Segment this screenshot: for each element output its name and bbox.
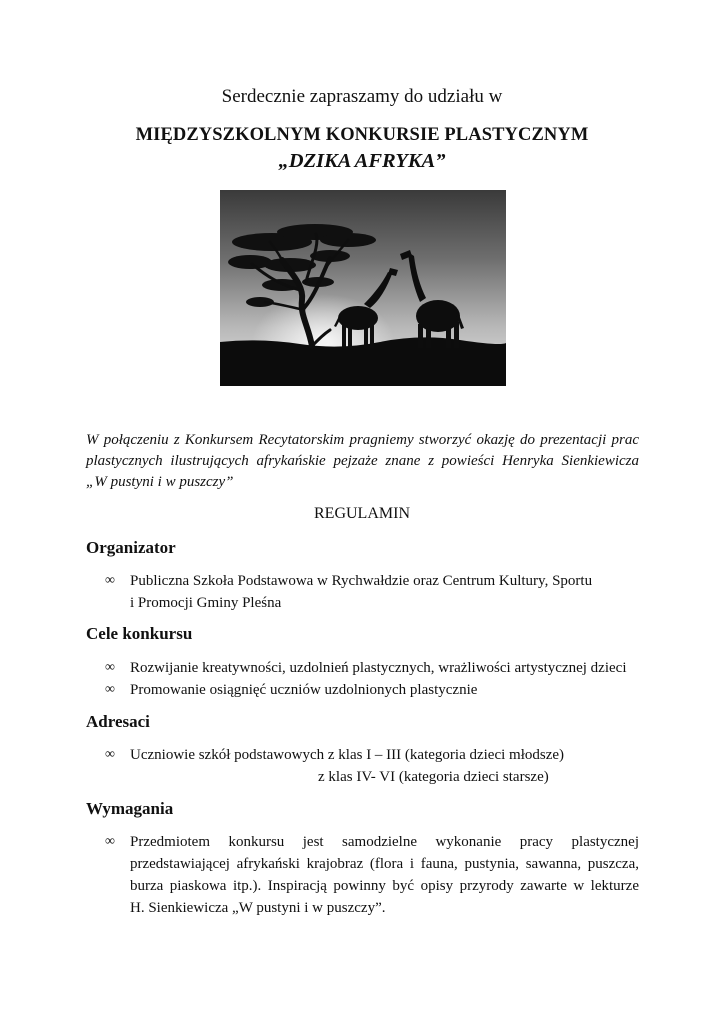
list-item	[105, 570, 639, 614]
infinity-bullet-icon: ∞	[105, 573, 115, 588]
intro-line: „W pustyni i w puszczy”	[86, 474, 234, 490]
section-heading-organizator: Organizator	[86, 538, 176, 557]
section-heading-wymagania: Wymagania	[86, 799, 174, 818]
intro-line: W połączeniu z Konkursem Recytatorskim pragniemy stworzyć okazję do prezentacji prac	[86, 432, 639, 448]
wymagania-list	[105, 831, 639, 919]
list-item-text: Rozwijanie kreatywności, uzdolnień plastycznych, wrażliwości artystycznej dzieci	[130, 660, 627, 676]
list-item	[105, 657, 639, 679]
adresaci-list	[105, 744, 639, 788]
competition-title: MIĘDZYSZKOLNYM KONKURSIE PLASTYCZNYM	[135, 125, 589, 145]
infinity-bullet-icon: ∞	[105, 682, 115, 697]
list-item-text: z klas IV- VI (kategoria dzieci starsze)	[318, 769, 549, 785]
section-heading-adresaci: Adresaci	[86, 712, 150, 731]
list-item	[105, 679, 639, 701]
list-item	[105, 744, 639, 788]
list-item-text: H. Sienkiewicza „W pustyni i w puszczy”.	[130, 900, 386, 916]
list-item-text: Promowanie osiągnięć uczniów uzdolnionych plastycznie	[130, 682, 478, 698]
savanna-giraffes-photo	[220, 190, 506, 386]
list-item-text: przedstawiającej afrykański krajobraz (flora i fauna, pustynia, sawanna, puszcza,	[130, 856, 639, 872]
regulations-heading: REGULAMIN	[314, 505, 410, 522]
intro-line: plastycznych ilustrujących afrykańskie pejzaże znane z powieści Henryka Sienkiewicza	[86, 453, 639, 469]
infinity-bullet-icon: ∞	[105, 747, 115, 762]
list-item-text: i Promocji Gminy Pleśna	[130, 595, 282, 611]
infinity-bullet-icon: ∞	[105, 834, 115, 849]
competition-subtitle: „DZIKA AFRYKA”	[278, 150, 446, 172]
invitation-line: Serdecznie zapraszamy do udziału w	[221, 86, 503, 107]
cele-list	[105, 657, 639, 701]
list-item-text: Przedmiotem konkursu jest samodzielne wykonanie pracy plastycznej	[130, 834, 639, 850]
infinity-bullet-icon: ∞	[105, 660, 115, 675]
list-item-text: Uczniowie szkół podstawowych z klas I – III (kategoria dzieci młodsze)	[130, 747, 565, 763]
organizator-list	[105, 570, 639, 614]
list-item-text: Publiczna Szkoła Podstawowa w Rychwałdzie oraz Centrum Kultury, Sportu	[130, 573, 593, 589]
list-item-text: burza piaskowa itp.). Inspiracją powinny być opisy przyrody zawarte w lekturze	[130, 878, 639, 894]
intro-paragraph	[86, 430, 639, 493]
section-heading-cele: Cele konkursu	[86, 624, 193, 643]
list-item	[105, 831, 639, 919]
